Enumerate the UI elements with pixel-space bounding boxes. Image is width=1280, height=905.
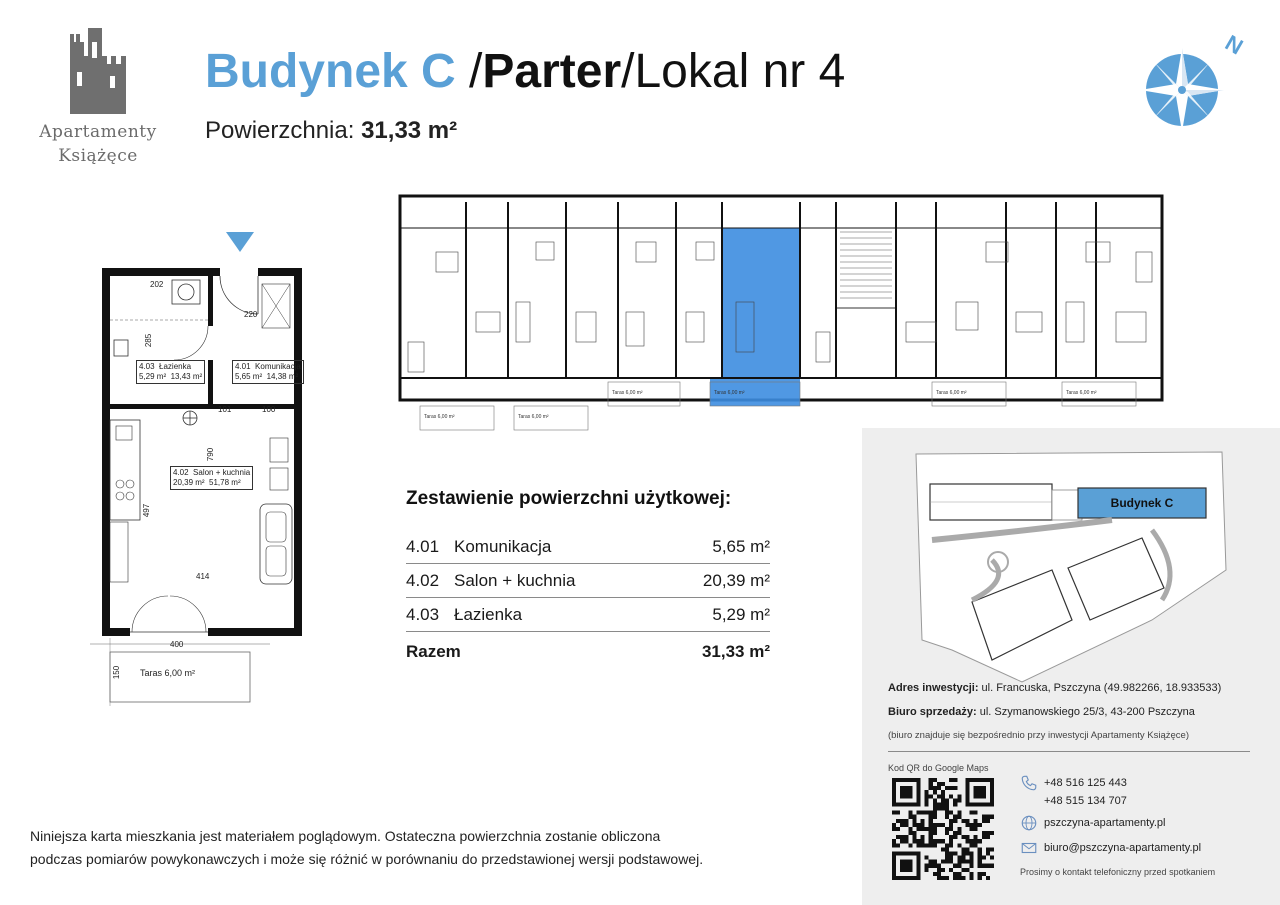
dimension-label: 202 bbox=[150, 280, 164, 289]
title-separator: / bbox=[621, 45, 635, 98]
unit-floor-plan bbox=[80, 228, 310, 708]
area-value: 31,33 m² bbox=[361, 117, 458, 144]
phone-number[interactable]: +48 515 134 707 bbox=[1044, 795, 1127, 807]
terrace-label: Taras 6,00 m² bbox=[1066, 390, 1097, 396]
room-label-hall: 4.01 Komunikacja 5,65 m² 14,38 m² bbox=[232, 360, 304, 384]
unit-highlight bbox=[722, 228, 800, 378]
office-value: ul. Szymanowskiego 25/3, 43-200 Pszczyna bbox=[976, 706, 1195, 718]
site-map bbox=[912, 450, 1232, 682]
summary-row bbox=[406, 530, 770, 564]
dimension-label: 150 bbox=[112, 665, 122, 680]
email-link[interactable]: biuro@pszczyna-apartamenty.pl bbox=[1044, 842, 1202, 854]
dimension-label: 220 bbox=[244, 310, 258, 319]
terrace-label: Taras 6,00 m² bbox=[714, 390, 745, 396]
room-area: 5,65 m² bbox=[712, 536, 770, 556]
room-label-bathroom: 4.03 Łazienka 5,29 m² 13,43 m² bbox=[136, 360, 205, 384]
phone-contact bbox=[1020, 792, 1127, 810]
phone-contact bbox=[1020, 774, 1127, 792]
terrace-label: Taras 6,00 m² bbox=[140, 668, 196, 678]
room-area: 20,39 m² bbox=[702, 570, 770, 590]
room-number: 4.03 bbox=[406, 604, 440, 624]
divider bbox=[888, 751, 1250, 752]
building-floor-plan bbox=[396, 192, 1166, 436]
dimension-label: 101 bbox=[218, 405, 232, 414]
title-building: Budynek C bbox=[205, 45, 456, 98]
building-c-label: Budynek C bbox=[1110, 496, 1174, 510]
entrance-marker-icon bbox=[226, 232, 254, 252]
brand-name-line2: Książęce bbox=[58, 146, 138, 166]
title-separator: / bbox=[455, 45, 483, 98]
brand-logo bbox=[28, 28, 168, 178]
phone-number[interactable]: +48 516 125 443 bbox=[1044, 777, 1127, 789]
globe-icon bbox=[1020, 814, 1038, 832]
disclaimer-line: Niniejsza karta mieszkania jest materiałem poglądowym. Ostateczna powierzchnia zostanie obliczona bbox=[30, 828, 661, 844]
terrace-label: Taras 6,00 m² bbox=[936, 390, 967, 396]
dimension-label: 790 bbox=[206, 447, 216, 462]
address-value: ul. Francuska, Pszczyna (49.982266, 18.933533) bbox=[978, 682, 1222, 694]
area-label: Powierzchnia: bbox=[205, 117, 362, 144]
page-title bbox=[205, 40, 845, 104]
qr-code[interactable] bbox=[892, 778, 994, 880]
unit-area bbox=[205, 117, 457, 145]
title-unit: Lokal nr 4 bbox=[634, 45, 846, 98]
email-contact bbox=[1020, 839, 1201, 857]
website-link[interactable]: pszczyna-apartamenty.pl bbox=[1044, 817, 1166, 829]
terrace-label: Taras 6,00 m² bbox=[518, 414, 549, 420]
phone-icon bbox=[1020, 774, 1038, 792]
mail-icon bbox=[1020, 839, 1038, 857]
summary-total-row bbox=[406, 632, 770, 672]
room-name: Łazienka bbox=[454, 604, 523, 624]
room-name: Komunikacja bbox=[454, 536, 552, 556]
qr-caption: Kod QR do Google Maps bbox=[888, 763, 989, 773]
title-floor: Parter bbox=[482, 45, 622, 98]
office-line bbox=[888, 706, 1195, 718]
dimension-label: 400 bbox=[170, 640, 184, 649]
website-contact bbox=[1020, 814, 1165, 832]
terrace-label: Taras 6,00 m² bbox=[612, 390, 643, 396]
disclaimer-line: podczas pomiarów powykonawczych i może się różnić w porównaniu do przedstawionej wersji podstawowej. bbox=[30, 851, 704, 867]
room-area: 5,29 m² bbox=[712, 604, 770, 624]
dimension-label: 414 bbox=[196, 572, 210, 581]
office-label: Biuro sprzedaży: bbox=[888, 706, 977, 718]
castle-tower-icon bbox=[66, 28, 130, 116]
room-label-living: 4.02 Salon + kuchnia 20,39 m² 51,78 m² bbox=[170, 466, 253, 490]
summary-heading: Zestawienie powierzchni użytkowej: bbox=[406, 488, 732, 509]
address-label: Adres inwestycji: bbox=[888, 682, 979, 694]
contact-note: Prosimy o kontakt telefoniczny przed spotkaniem bbox=[1020, 867, 1216, 877]
compass-north-label: N bbox=[1221, 29, 1248, 60]
dimension-label: 497 bbox=[142, 503, 152, 518]
room-number: 4.01 bbox=[406, 536, 440, 556]
compass-rose bbox=[1140, 29, 1248, 130]
dimension-label: 285 bbox=[144, 333, 154, 348]
summary-row bbox=[406, 598, 770, 632]
total-label: Razem bbox=[406, 642, 461, 661]
room-number: 4.02 bbox=[406, 570, 440, 590]
area-summary bbox=[406, 488, 770, 672]
dimension-label: 100 bbox=[262, 405, 276, 414]
room-name: Salon + kuchnia bbox=[454, 570, 576, 590]
terrace-label: Taras 6,00 m² bbox=[424, 414, 455, 420]
brand-name-line1: Apartamenty bbox=[39, 122, 157, 142]
summary-row bbox=[406, 564, 770, 598]
address-line bbox=[888, 682, 1221, 694]
disclaimer bbox=[30, 825, 830, 871]
info-panel bbox=[862, 428, 1280, 905]
office-note: (biuro znajduje się bezpośrednio przy inwestycji Apartamenty Książęce) bbox=[888, 730, 1189, 741]
total-value: 31,33 m² bbox=[701, 642, 770, 661]
